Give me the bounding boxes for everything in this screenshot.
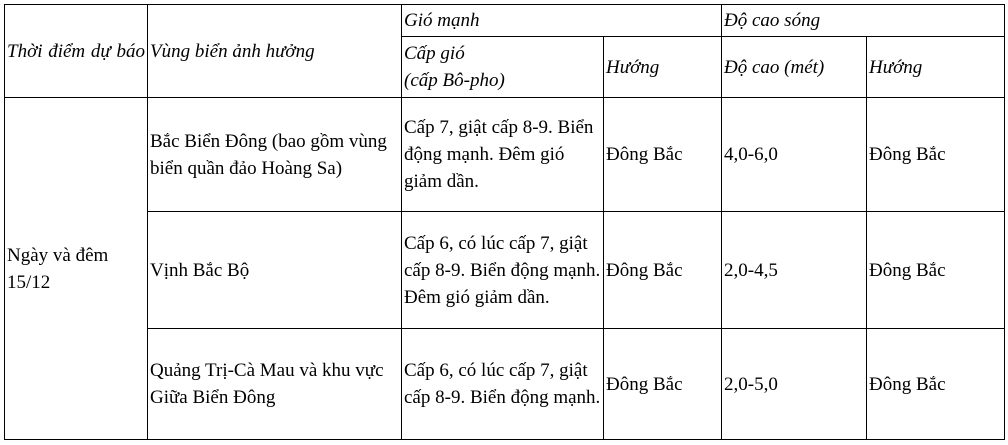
header-wind-level-line2: (cấp Bô-pho) (404, 70, 505, 91)
header-wind-level (402, 37, 604, 98)
header-row-1 (5, 5, 1005, 37)
header-wave-direction: Hướng (867, 37, 1005, 98)
wave-height-cell: 2,0-4,5 (722, 212, 867, 329)
area-cell: Vịnh Bắc Bộ (148, 212, 402, 329)
header-time: Thời điểm dự báo (5, 5, 148, 98)
area-cell: Bắc Biển Đông (bao gồm vùng biển quần đảo Hoàng Sa) (148, 98, 402, 212)
header-wave-height: Độ cao (mét) (722, 37, 867, 98)
area-cell: Quảng Trị-Cà Mau và khu vực Giữa Biển Đông (148, 329, 402, 440)
header-area: Vùng biển ảnh hưởng (148, 5, 402, 98)
header-wind-direction: Hướng (604, 37, 722, 98)
time-cell: Ngày và đêm 15/12 (5, 98, 148, 440)
wind-level-cell: Cấp 6, có lúc cấp 7, giật cấp 8-9. Biển động mạnh. Đêm gió giảm dần. (402, 212, 604, 329)
wind-level-cell: Cấp 7, giật cấp 8-9. Biển động mạnh. Đêm gió giảm dần. (402, 98, 604, 212)
header-wave-group: Độ cao sóng (722, 5, 1005, 37)
wave-direction-cell: Đông Bắc (867, 98, 1005, 212)
wind-level-cell: Cấp 6, có lúc cấp 7, giật cấp 8-9. Biển động mạnh. (402, 329, 604, 440)
wind-direction-cell: Đông Bắc (604, 329, 722, 440)
wind-direction-cell: Đông Bắc (604, 212, 722, 329)
wave-direction-cell: Đông Bắc (867, 212, 1005, 329)
header-wind-level-line1: Cấp gió (404, 43, 465, 64)
table-row (5, 329, 1005, 440)
wave-direction-cell: Đông Bắc (867, 329, 1005, 440)
wind-direction-cell: Đông Bắc (604, 98, 722, 212)
wave-height-cell: 4,0-6,0 (722, 98, 867, 212)
header-wind-group: Gió mạnh (402, 5, 722, 37)
wave-height-cell: 2,0-5,0 (722, 329, 867, 440)
forecast-table (4, 4, 1005, 440)
table-row (5, 98, 1005, 212)
table-row (5, 212, 1005, 329)
